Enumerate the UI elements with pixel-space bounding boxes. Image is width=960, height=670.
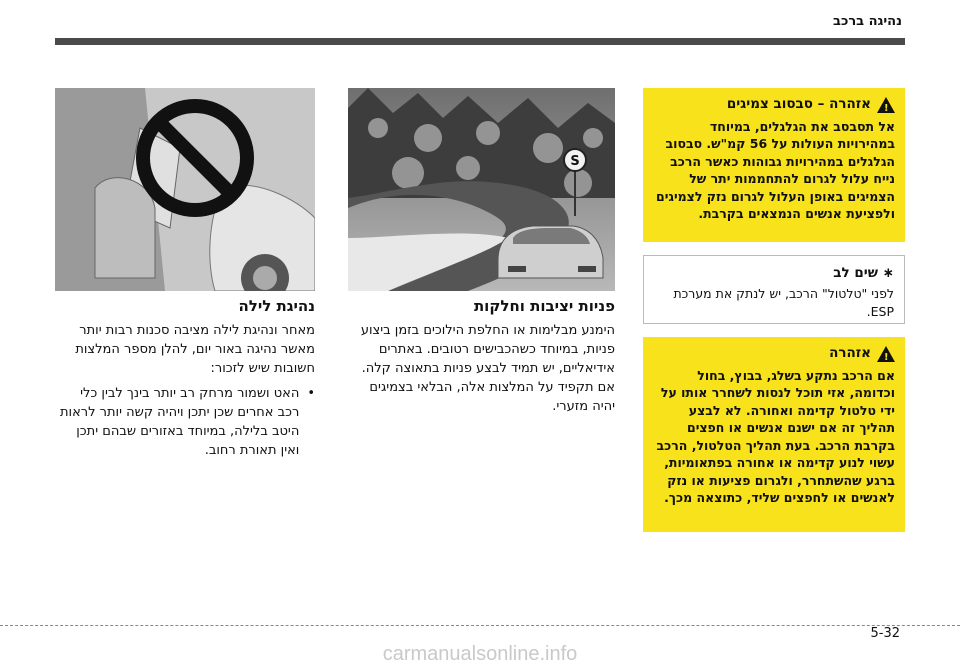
curvy-road-illustration bbox=[348, 88, 615, 291]
section-title: פניות יציבות וחלקות bbox=[473, 297, 615, 315]
night-driving-illustration bbox=[55, 88, 315, 291]
note-title: ∗ שים לב bbox=[833, 265, 894, 281]
page-number: 5-32 bbox=[870, 626, 900, 641]
bullet-icon: • bbox=[307, 386, 315, 401]
list-item-text: האט ושמור מרחק רב יותר בינך לבין כלי רכב אחרים שכן יתכן ויהיה קשה יותר לראות היטב בלילה, במיוחד באזורים שבהם יתכן ואין תאורת רחוב. bbox=[60, 386, 300, 458]
watermark: carmanualsonline.info bbox=[382, 643, 578, 665]
middle-column bbox=[348, 88, 615, 416]
right-column bbox=[643, 88, 905, 532]
warning-box-tire-spin bbox=[643, 88, 905, 242]
left-column bbox=[55, 88, 315, 460]
section-text: הימנע מבלימות או החלפת הילוכים בזמן ביצוע פניות, במיוחד כשהכבישים רטובים. באתרים אידיאליים, יש תמיד לבצע פניות בתאוצה קלה. אם תקפיד על המלצות אלה, הבלאי בצמיגים יהיה מזערי. bbox=[360, 323, 615, 414]
warning-text: אם הרכב נתקע בשלג, בבוץ, בחול וכדומה, אזי תוכל לנסות לשחרר אותו על ידי טלטול קדימה ואחורה. לא לבצע תהליך זה אם ישנם אנשים או חפצים בקרבת הרכב. בעת תהליך הטלטול, הרכב עשוי לנוע קדימה או אחורה בפתאומיות, ברגע שהשתחרר, ולגרום פציעות או נזק לאנשים או לחפצים שליד, כתוצאה מכך. bbox=[656, 367, 895, 505]
warning-box-rocking bbox=[643, 337, 905, 532]
warning-text: אל תסבסב את הגלגלים, במיוחד במהירויות העולות על 56 קמ"ש. סבסוב הגלגלים במהירויות גבוהות כאשר הרכב נייח עלול לגרום להתחממות יתר של הצמיגים באופן העלול לגרום נזק לצמיגים ולפציעת אנשים הנמצאים בקרבת. bbox=[655, 118, 895, 221]
section-text: מאחר ונהיגת לילה מציבה סכנות רבות יותר מאשר נהיגה באור יום, להלן מספר המלצות חשובות שיש לזכור: bbox=[75, 323, 315, 376]
warning-triangle-icon bbox=[877, 346, 895, 362]
note-box bbox=[643, 255, 905, 324]
warning-triangle-icon bbox=[877, 97, 895, 113]
car-shape bbox=[498, 226, 603, 278]
warning-title: אזהרה – סבסוב צמיגים bbox=[726, 96, 871, 112]
section-title: נהיגת לילה bbox=[238, 297, 315, 315]
footer-rule bbox=[0, 625, 960, 626]
list-item bbox=[55, 384, 315, 460]
svg-text:S: S bbox=[570, 154, 580, 169]
top-rule bbox=[55, 38, 905, 45]
running-header: נהיגה ברכב bbox=[833, 14, 902, 29]
note-text: לפני "טלטול" הרכב, יש לנתק את מערכת ESP. bbox=[673, 286, 894, 319]
warning-title: אזהרה bbox=[829, 345, 871, 361]
